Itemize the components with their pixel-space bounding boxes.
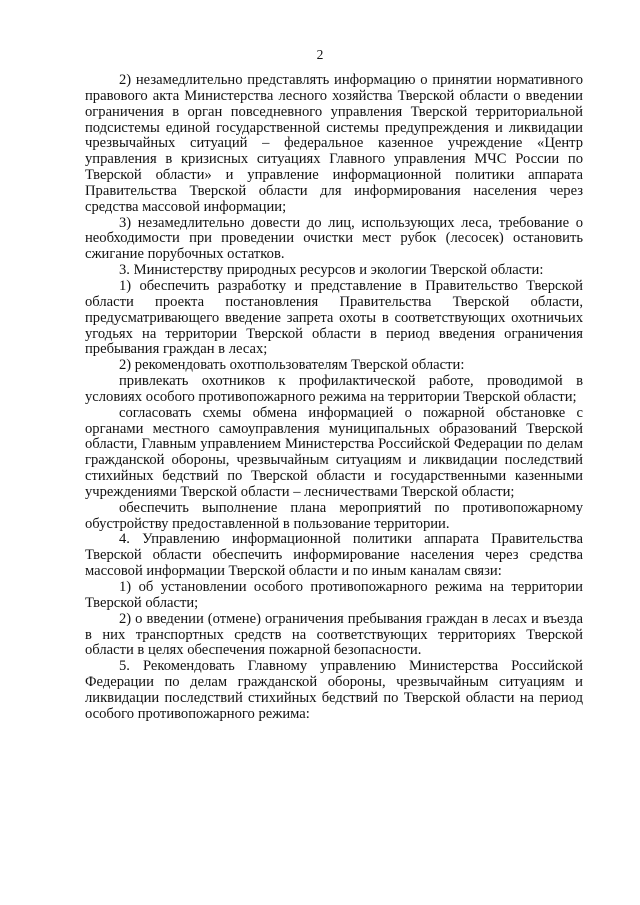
paragraph: 2) незамедлительно представлять информацию о принятии нормативного правового акта Министерства лесного хозяйства Тверской области о введении ограничения в орган повседневного управления Тверской территориальной подсистемы единой государственной системы предупреждения и ликвидации чрезвычайных ситуаций – федеральное казенное учреждение «Центр управления в кризисных ситуациях Главного управления МЧС России по Тверской области» и управление информационной политики аппарата Правительства Тверской области для информирования населения через средства массовой информации; <box>85 72 583 215</box>
paragraph: привлекать охотников к профилактической работе, проводимой в условиях особого противопожарного режима на территории Тверской области; <box>85 373 583 405</box>
paragraph: 4. Управлению информационной политики аппарата Правительства Тверской области обеспечить информирование населения через средства массовой информации Тверской области и по иным каналам связи: <box>85 531 583 580</box>
paragraph: 2) о введении (отмене) ограничения пребывания граждан в лесах и въезда в них транспортных средств на соответствующих территориях Тверской области в целях обеспечения пожарной безопасности. <box>85 610 583 659</box>
paragraph: согласовать схемы обмена информацией о пожарной обстановке с органами местного самоуправления муниципальных образований Тверской области, Главным управлением Министерства Российской Федерации по делам гражданской обороны, чрезвычайным ситуациям и ликвидации последствий стихийных бедствий по Тверской области и государственными казенными учреждениями Тверской области – лесничествами Тверской области; <box>85 404 583 500</box>
paragraph: 1) об установлении особого противопожарного режима на территории Тверской области; <box>85 579 583 611</box>
paragraph: обеспечить выполнение плана мероприятий по противопожарному обустройству предоставленной в пользование территории. <box>85 499 583 532</box>
document-body <box>85 73 583 723</box>
paragraph: 1) обеспечить разработку и представление в Правительство Тверской области проекта постановления Правительства Тверской области, предусматривающего введение запрета охоты в соответствующих охотничьих угодьях на территории Тверской области в период введения ограничения пребывания граждан в лесах; <box>85 277 583 358</box>
paragraph: 5. Рекомендовать Главному управлению Министерства Российской Федерации по делам гражданской обороны, чрезвычайным ситуациям и ликвидации последствий стихийных бедствий по Тверской области на период особого противопожарного режима: <box>85 658 583 722</box>
paragraph: 3) незамедлительно довести до лиц, использующих леса, требование о необходимости при проведении очистки мест рубок (лесосек) остановить сжигание порубочных остатков. <box>85 214 583 263</box>
paragraph: 2) рекомендовать охотпользователям Тверской области: <box>119 357 465 374</box>
paragraph: 3. Министерству природных ресурсов и экологии Тверской области: <box>119 262 544 279</box>
page-number: 2 <box>316 47 324 62</box>
